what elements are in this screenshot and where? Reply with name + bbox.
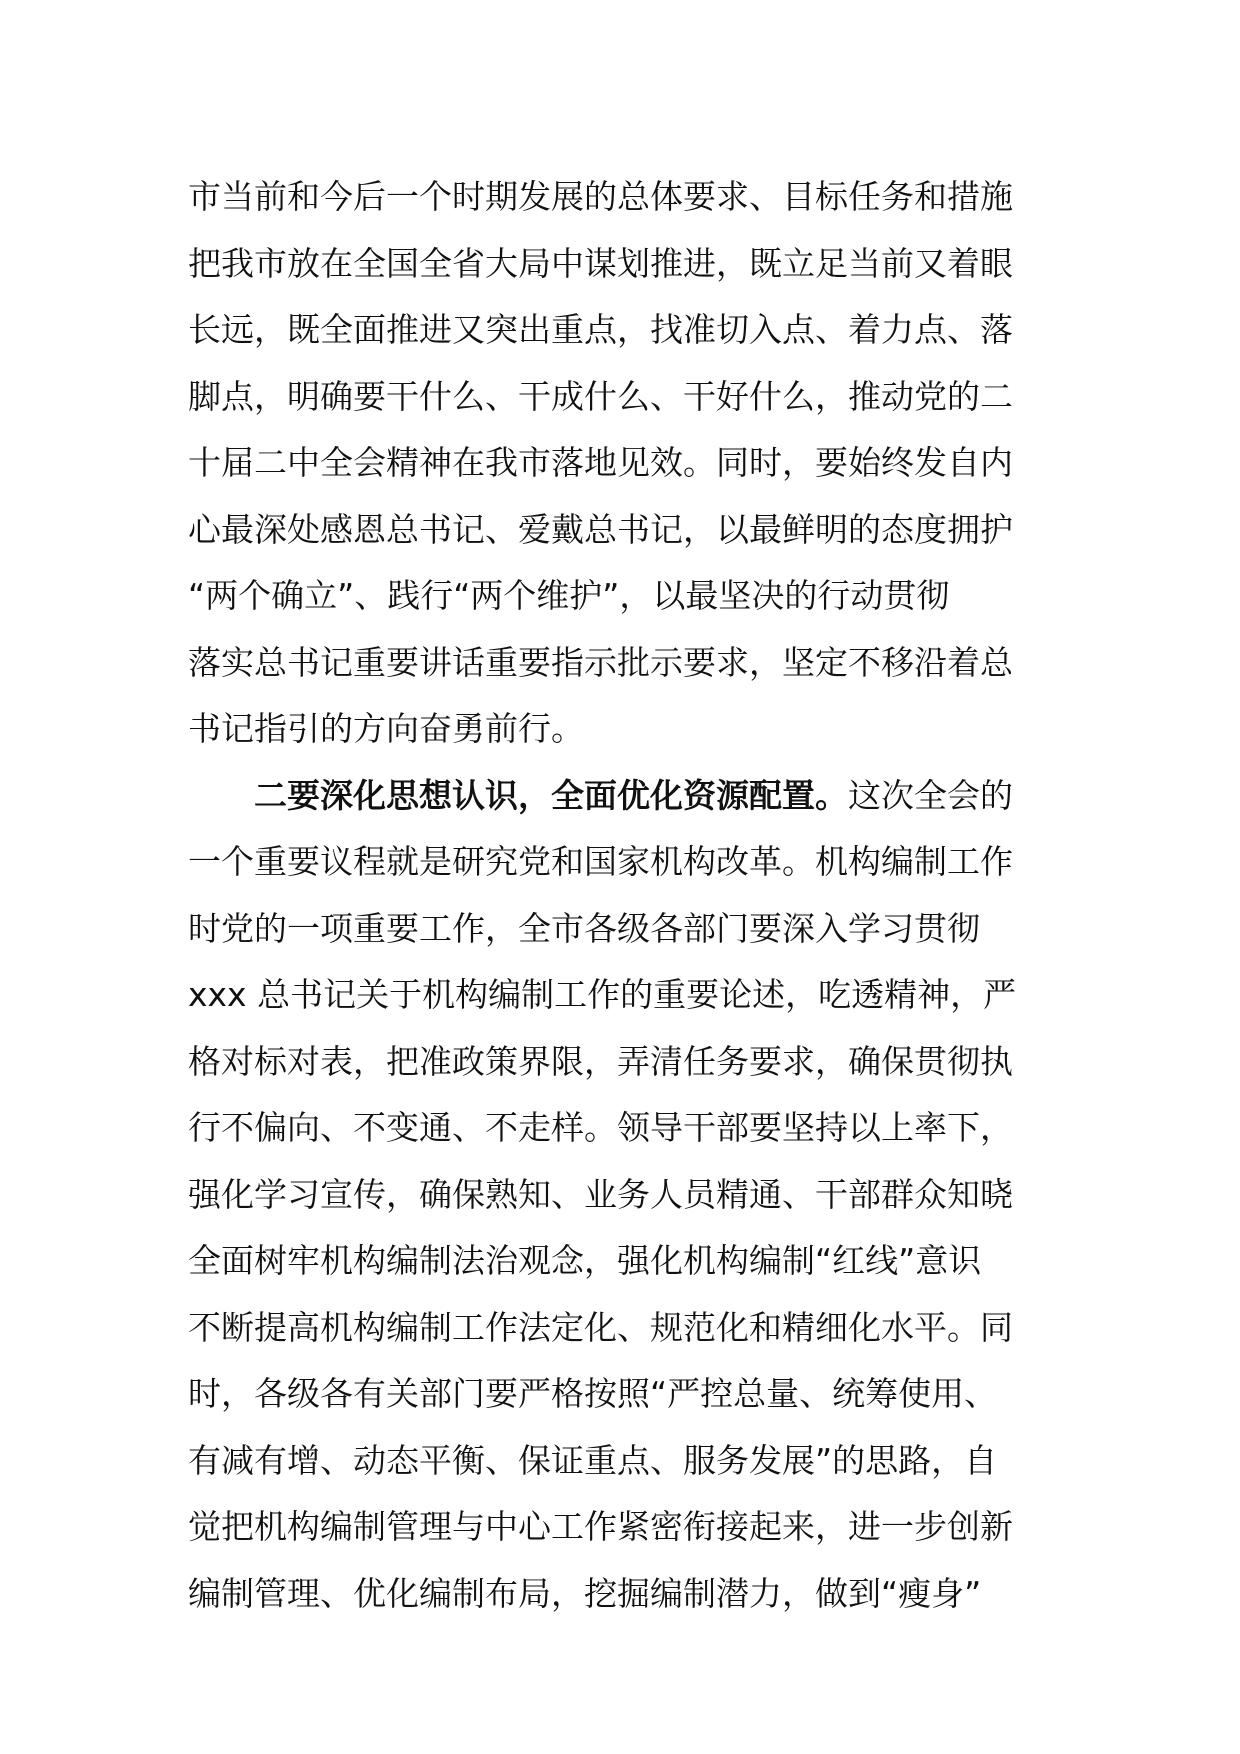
text-line: 落实总书记重要讲话重要指示批示要求，坚定不移沿着总 bbox=[188, 642, 1013, 682]
text-line: xxx 总书记关于机构编制工作的重要论述，吃透精神，严 bbox=[188, 975, 1017, 1014]
text-line: 书记指引的方向奋勇前行。 bbox=[188, 709, 584, 748]
text-line: 市当前和今后一个时期发展的总体要求、目标任务和措施 bbox=[188, 177, 1013, 216]
body-text bbox=[188, 164, 1068, 1627]
text-line: 格对标对表，把准政策界限，弄清任务要求，确保贯彻执 bbox=[188, 1041, 1013, 1081]
section-heading-line bbox=[188, 763, 1068, 830]
text-line: “两个确立”、践行“两个维护”，以最坚决的行动贯彻 bbox=[188, 576, 950, 615]
section-heading-tail: 这次全会的 bbox=[848, 775, 1013, 815]
text-line: 心最深处感恩总书记、爱戴总书记，以最鲜明的态度拥护 bbox=[188, 509, 1013, 549]
text-line: 十届二中全会精神在我市落地见效。同时，要始终发自内 bbox=[188, 443, 1013, 482]
text-line: 全面树牢机构编制法治观念，强化机构编制“红线”意识 bbox=[188, 1241, 982, 1280]
text-line: 强化学习宣传，确保熟知、业务人员精通、干部群众知晓 bbox=[188, 1174, 1013, 1214]
text-line: 觉把机构编制管理与中心工作紧密衔接起来，进一步创新 bbox=[188, 1507, 1013, 1546]
section-heading: 二要深化思想认识，全面优化资源配置。 bbox=[254, 775, 848, 815]
text-line: 把我市放在全国全省大局中谋划推进，既立足当前又着眼 bbox=[188, 243, 1013, 283]
text-line: 编制管理、优化编制布局，挖掘编制潜力，做到“瘦身” bbox=[188, 1573, 982, 1613]
text-line: 不断提高机构编制工作法定化、规范化和精细化水平。同 bbox=[188, 1307, 1013, 1347]
text-line: 脚点，明确要干什么、干成什么、干好什么，推动党的二 bbox=[188, 376, 1013, 416]
text-line: 长远，既全面推进又突出重点，找准切入点、着力点、落 bbox=[188, 310, 1013, 349]
text-line: 一个重要议程就是研究党和国家机构改革。机构编制工作 bbox=[188, 842, 1013, 881]
text-line: 时党的一项重要工作，全市各级各部门要深入学习贯彻 bbox=[188, 908, 980, 948]
text-line: 行不偏向、不变通、不走样。领导干部要坚持以上率下， bbox=[188, 1108, 1013, 1147]
text-line: 有减有增、动态平衡、保证重点、服务发展”的思路，自 bbox=[188, 1440, 998, 1480]
text-line: 时，各级各有关部门要严格按照“严控总量、统筹使用、 bbox=[188, 1374, 998, 1413]
